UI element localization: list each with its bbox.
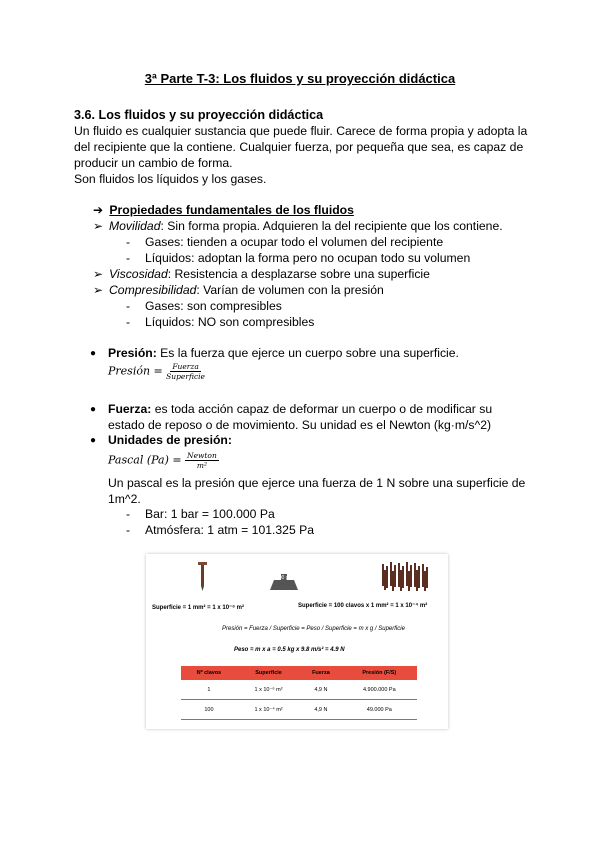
pascal-text-2: 1m^2. bbox=[108, 492, 141, 506]
table-header: Fuerza bbox=[300, 666, 341, 680]
bullet-unidades bbox=[90, 433, 232, 447]
section-heading: 3.6. Los fluidos y su proyección didáctica bbox=[74, 108, 324, 122]
pascal-fraction bbox=[185, 451, 219, 470]
table-cell: 49.000 Pa bbox=[342, 700, 417, 720]
table-header: Nº clavos bbox=[181, 666, 237, 680]
unit-atm bbox=[126, 523, 314, 537]
table-header: Presión (F/S) bbox=[342, 666, 417, 680]
dash-icon: - bbox=[126, 235, 131, 249]
page-title: 3ª Parte T-3: Los fluidos y su proyección didáctica bbox=[144, 71, 456, 86]
pascal-formula-lhs: Pascal (Pa) = bbox=[108, 453, 182, 467]
intro-line: Un fluido es cualquier sustancia que puede fluir. Carece de forma propia y adopta la bbox=[74, 124, 528, 138]
intro-line: Son fluidos los líquidos y los gases. bbox=[74, 172, 267, 186]
unidades-label: Unidades de presión: bbox=[108, 433, 232, 447]
compresibilidad-text: : Varían de volumen con la presión bbox=[196, 283, 384, 297]
intro-paragraph bbox=[74, 123, 534, 187]
pressure-figure bbox=[146, 554, 448, 729]
list-item-viscosidad bbox=[93, 267, 430, 281]
bullet-icon: ● bbox=[90, 404, 97, 415]
superficie-right: Superficie = 100 clavos x 1 mm² = 1 x 10⁻⁴ m² bbox=[298, 603, 428, 609]
dash-icon: - bbox=[126, 523, 131, 537]
table-header: Superficie bbox=[237, 666, 300, 680]
presion-formula bbox=[108, 362, 205, 381]
dash-icon: - bbox=[126, 251, 131, 265]
dash-icon: - bbox=[126, 507, 131, 521]
compresibilidad-term: Compresibilidad bbox=[109, 283, 197, 297]
table-cell: 1 bbox=[181, 680, 237, 700]
fraction-numerator: Fuerza bbox=[172, 362, 199, 371]
bullet-icon: ● bbox=[90, 348, 97, 359]
arrow-icon: ➔ bbox=[93, 203, 104, 217]
list-item-liquidos bbox=[126, 251, 470, 265]
dash-icon: - bbox=[126, 299, 131, 313]
fraction-denominator: m² bbox=[196, 461, 207, 470]
table-header-row bbox=[181, 666, 417, 680]
presion-text: Es la fuerza que ejerce un cuerpo sobre una superficie. bbox=[156, 346, 459, 360]
pressure-table bbox=[181, 666, 417, 720]
peso-equation: Peso = m x a = 0.5 kg x 9.8 m/s² = 4.9 N bbox=[234, 647, 345, 653]
comp-sub-liquidos: Líquidos: NO son compresibles bbox=[145, 315, 315, 329]
superficie-left: Superficie = 1 mm² = 1 x 10⁻⁶ m² bbox=[152, 605, 244, 611]
pascal-text-1: Un pascal es la presión que ejerce una fuerza de 1 N sobre una superficie de bbox=[108, 476, 526, 490]
movilidad-text: : Sin forma propia. Adquieren la del recipiente que los contiene. bbox=[160, 219, 503, 233]
intro-line: producir un cambio de forma. bbox=[74, 156, 233, 170]
table-cell: 4,9 N bbox=[300, 700, 341, 720]
presion-label: Presión: bbox=[108, 346, 157, 360]
presion-equation: Presión = Fuerza / Superficie = Peso / Superficie = m x g / Superficie bbox=[222, 626, 405, 632]
chevron-icon: ➢ bbox=[93, 219, 104, 233]
weight-label: 500 g bbox=[276, 575, 289, 581]
list-item-compresibilidad bbox=[93, 283, 384, 297]
list-item-gases-comp bbox=[126, 299, 282, 313]
comp-sub-gases: Gases: son compresibles bbox=[145, 299, 282, 313]
table-cell: 1 x 10⁻⁶ m² bbox=[237, 680, 300, 700]
intro-line: del recipiente que la contiene. Cualquier fuerza, por pequeña que sea, es capaz de bbox=[74, 140, 524, 154]
movilidad-term: Movilidad bbox=[109, 219, 161, 233]
viscosidad-text: : Resistencia a desplazarse sobre una superficie bbox=[167, 267, 430, 281]
table-row bbox=[181, 680, 417, 700]
list-item-movilidad bbox=[93, 219, 503, 233]
unit-atm-text: Atmósfera: 1 atm = 101.325 Pa bbox=[145, 523, 315, 537]
mov-sub-liquidos: Líquidos: adoptan la forma pero no ocupan todo su volumen bbox=[145, 251, 471, 265]
presion-formula-lhs: Presión = bbox=[108, 364, 163, 378]
fraction-denominator: Superficie bbox=[166, 372, 205, 381]
list-item-liquidos-comp bbox=[126, 315, 314, 329]
fraction-numerator: Newton bbox=[187, 451, 217, 460]
bullet-fuerza bbox=[90, 402, 492, 416]
fuerza-text: es toda acción capaz de deformar un cuerpo o de modificar su bbox=[151, 402, 493, 416]
pascal-formula bbox=[108, 451, 219, 470]
dash-icon: - bbox=[126, 315, 131, 329]
chevron-icon: ➢ bbox=[93, 283, 104, 297]
unit-bar bbox=[126, 507, 275, 521]
table-cell: 1 x 10⁻⁴ m² bbox=[237, 700, 300, 720]
table-row bbox=[181, 700, 417, 720]
bullet-presion bbox=[90, 346, 459, 360]
mov-sub-gases: Gases: tienden a ocupar todo el volumen del recipiente bbox=[145, 235, 444, 249]
viscosidad-term: Viscosidad bbox=[109, 267, 168, 281]
bed-of-nails-icon bbox=[382, 562, 428, 591]
bullet-icon: ● bbox=[90, 435, 97, 446]
list-item-gases bbox=[126, 235, 443, 249]
table-cell: 4,9 N bbox=[300, 680, 341, 700]
presion-fraction bbox=[166, 362, 205, 381]
chevron-icon: ➢ bbox=[93, 267, 104, 281]
single-nail-icon bbox=[198, 562, 207, 591]
table-cell: 100 bbox=[181, 700, 237, 720]
properties-heading: Propiedades fundamentales de los fluidos bbox=[109, 203, 354, 217]
fuerza-text-cont: estado de reposo o de movimiento. Su unidad es el Newton (kg·m/s^2) bbox=[108, 418, 492, 432]
properties-heading-row bbox=[93, 203, 354, 217]
fuerza-label: Fuerza: bbox=[108, 402, 152, 416]
table-cell: 4.900.000 Pa bbox=[342, 680, 417, 700]
unit-bar-text: Bar: 1 bar = 100.000 Pa bbox=[145, 507, 275, 521]
